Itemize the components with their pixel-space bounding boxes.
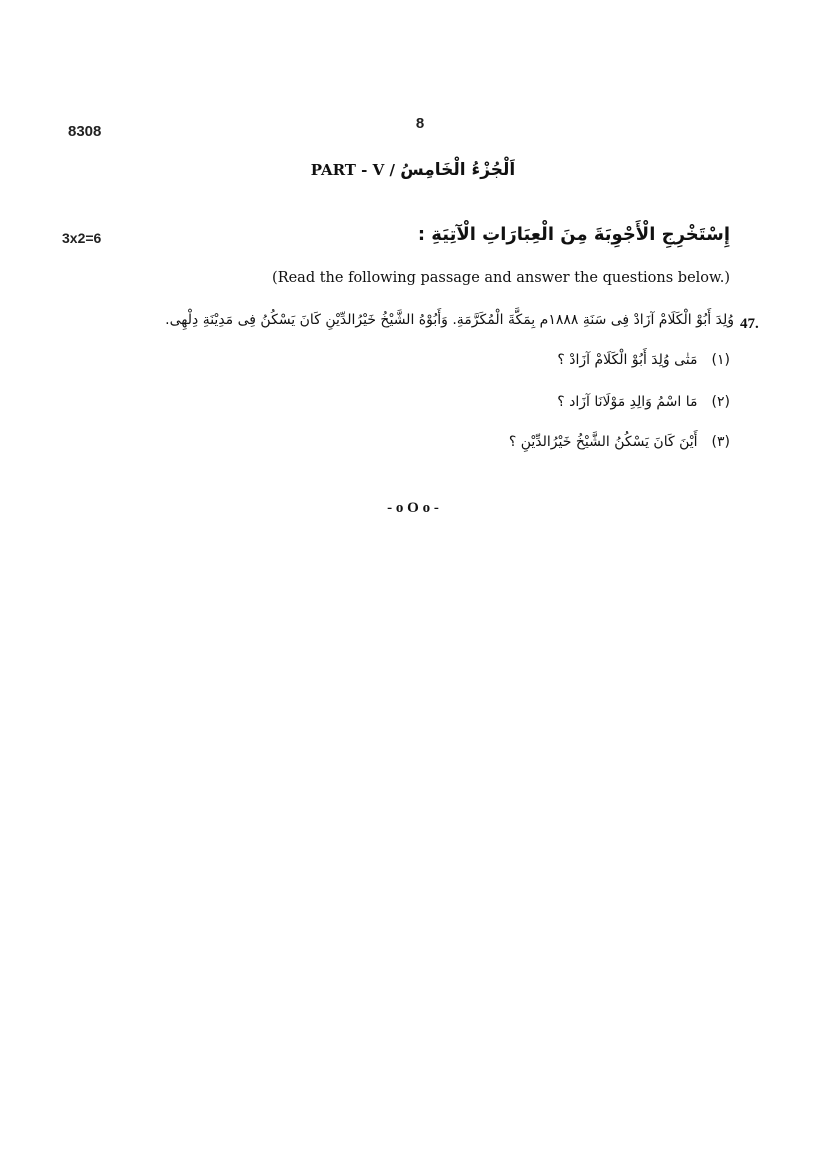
sub-question-1 [380, 352, 730, 368]
sub-question-number: (٣) [711, 434, 730, 450]
end-of-paper-mark: - o O o - [387, 500, 439, 516]
part-title [200, 160, 626, 180]
passage-text: وُلِدَ أَبُوْ الْكَلَامْ آزَادْ فِى سَنَةِ ١٨٨٨م بِمَكَّةَ الْمُكَرَّمَةِ. وَأَبُوْهُ الشَّيْخُ خَيْرُالدِّيْنِ كَانَ يَسْكُنُ فِى مَدِيْنَةِ دِلْهِى. [165, 312, 734, 328]
instruction-arabic: إِسْتَخْرِجِ الْأَجْوِبَةَ مِنَ الْعِبَارَاتِ الْآتِيَةِ : [417, 224, 730, 245]
page-number: 8 [415, 115, 425, 132]
sub-question-2 [380, 394, 730, 410]
part-title-english: PART - V / [310, 161, 395, 179]
sub-question-number: (٢) [711, 394, 730, 410]
sub-question-text: أَيْنَ كَانَ يَسْكُنُ الشَّيْخُ خَيْرُالدِّيْنِ ؟ [508, 434, 698, 450]
sub-question-number: (١) [711, 352, 730, 368]
marks-allocation: 3x2=6 [62, 230, 102, 246]
question-number: 47. [740, 316, 759, 332]
sub-question-text: مَا اسْمُ وَالِدِ مَوْلَانَا آزَاد ؟ [557, 394, 698, 410]
part-title-arabic: اَلْجُزْءُ الْخَامِسُ [400, 160, 516, 180]
sub-question-3 [380, 434, 730, 450]
instruction-english: (Read the following passage and answer the questions below.) [272, 270, 730, 286]
paper-code: 8308 [68, 123, 102, 140]
sub-question-text: مَتٰى وُلِدَ أَبُوْ الْكَلَامْ آزَادْ ؟ [557, 352, 698, 368]
